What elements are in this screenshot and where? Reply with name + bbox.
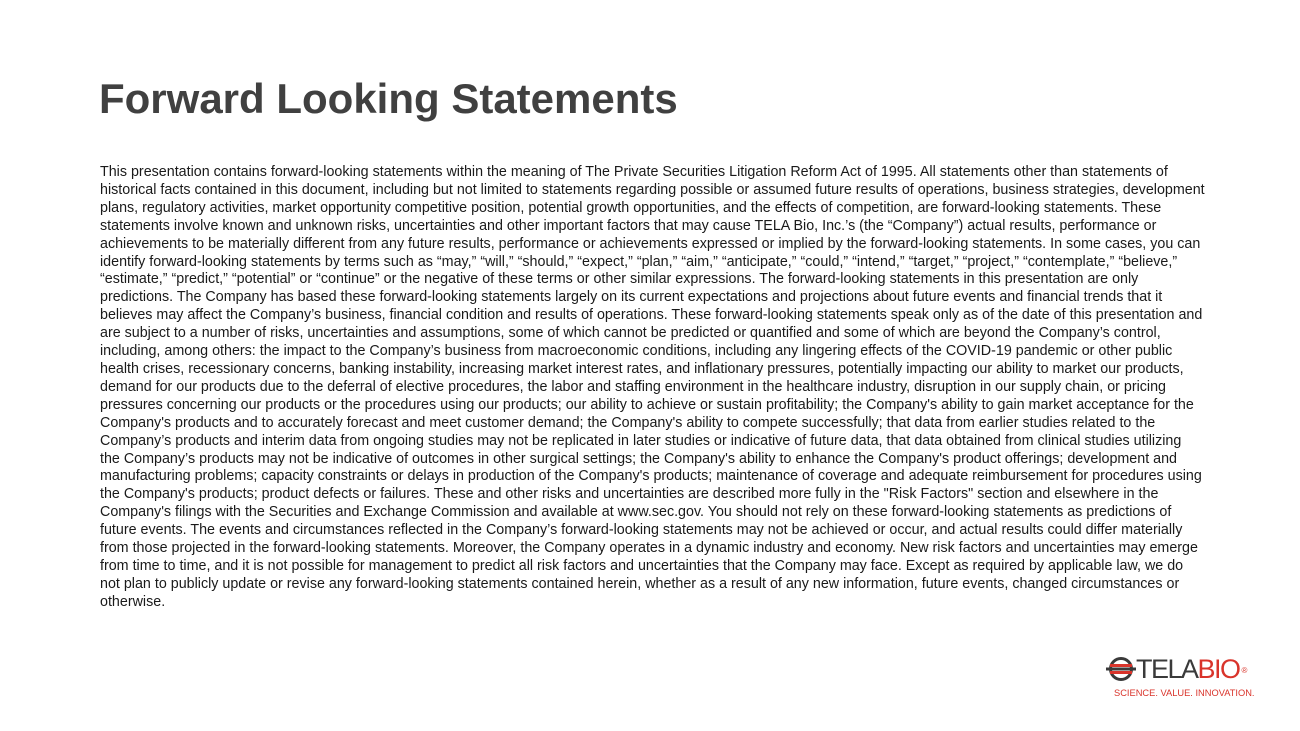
registered-mark: ® <box>1241 666 1248 675</box>
slide-title: Forward Looking Statements <box>99 75 678 122</box>
logo-word-tela: TELA <box>1136 654 1198 684</box>
forward-looking-statement-text: This presentation contains forward-looking statements within the meaning of The Private Securities Litigation Reform Act of 1995. All statements other than statements of historical facts contained in this document, including but not limited to statements regarding possible or assumed future results of operations, business strategies, development plans, regulatory activities, market opportunity competitive position, potential growth opportunities, and the effects of competition, are forward-looking statements. These statements involve known and unknown risks, uncertainties and other important factors that may cause TELA Bio, Inc.’s (the “Company”) actual results, performance or achievements to be materially different from any future results, performance or achievements expressed or implied by the forward-looking statements. In some cases, you can identify forward-looking statements by terms such as “may,” “will,” “should,” “expect,” “plan,” “aim,” “anticipate,” “could,” “intend,” “target,” “project,” “contemplate,” “believe,” “estimate,” “predict,” “potential” or “continue” or the negative of these terms or other similar expressions. The forward-looking statements in this presentation are only predictions. The Company has based these forward-looking statements largely on its current expectations and projections about future events and financial trends that it believes may affect the Company’s business, financial condition and results of operations. These forward-looking statements speak only as of the date of this presentation and are subject to a number of risks, uncertainties and assumptions, some of which cannot be predicted or quantified and some of which are beyond the Company’s control, including, among others: the impact to the Company’s business from macroeconomic conditions, including any lingering effects of the COVID-19 pandemic or other public health crises, recessionary concerns, banking instability, increasing market interest rates, and inflationary pressures, potentially impacting our ability to market our products, demand for our products due to the deferral of elective procedures, the labor and staffing environment in the healthcare industry, disruption in our supply chain, or pricing pressures concerning our products or the procedures using our products; our ability to achieve or sustain profitability; the Company's ability to gain market acceptance for the Company's products and to accurately forecast and meet customer demand; the Company's ability to compete successfully; that data from earlier studies related to the Company’s products and interim data from ongoing studies may not be replicated in later studies or indicative of future data, that data obtained from clinical studies utilizing the Company’s products may not be indicative of outcomes in other surgical settings; the Company's ability to enhance the Company's product offerings; development and manufacturing problems; capacity constraints or delays in production of the Company's products; maintenance of coverage and adequate reimbursement for procedures using the Company's products; product defects or failures. These and other risks and uncertainties are described more fully in the "Risk Factors" section and elsewhere in the Company's filings with the Securities and Exchange Commission and available at www.sec.gov. You should not rely on these forward-looking statements as predictions of future events. The events and circumstances reflected in the Company’s forward-looking statements may not be achieved or occur, and actual results could differ materially from those projected in the forward-looking statements. Moreover, the Company operates in a dynamic industry and economy. New risk factors and uncertainties may emerge from time to time, and it is not possible for management to predict all risk factors and uncertainties that the Company may face. Except as required by applicable law, we do not plan to publicly update or revise any forward-looking statements contained herein, whether as a result of any new information, future events, changed circumstances or otherwise. <box>100 164 1205 610</box>
logo-word-bio: BIO <box>1197 654 1240 684</box>
tela-bio-mark-icon <box>1106 654 1136 684</box>
logo-tagline: SCIENCE. VALUE. INNOVATION. <box>1114 688 1255 698</box>
logo-wordmark <box>1136 654 1247 684</box>
company-logo <box>1106 654 1266 702</box>
